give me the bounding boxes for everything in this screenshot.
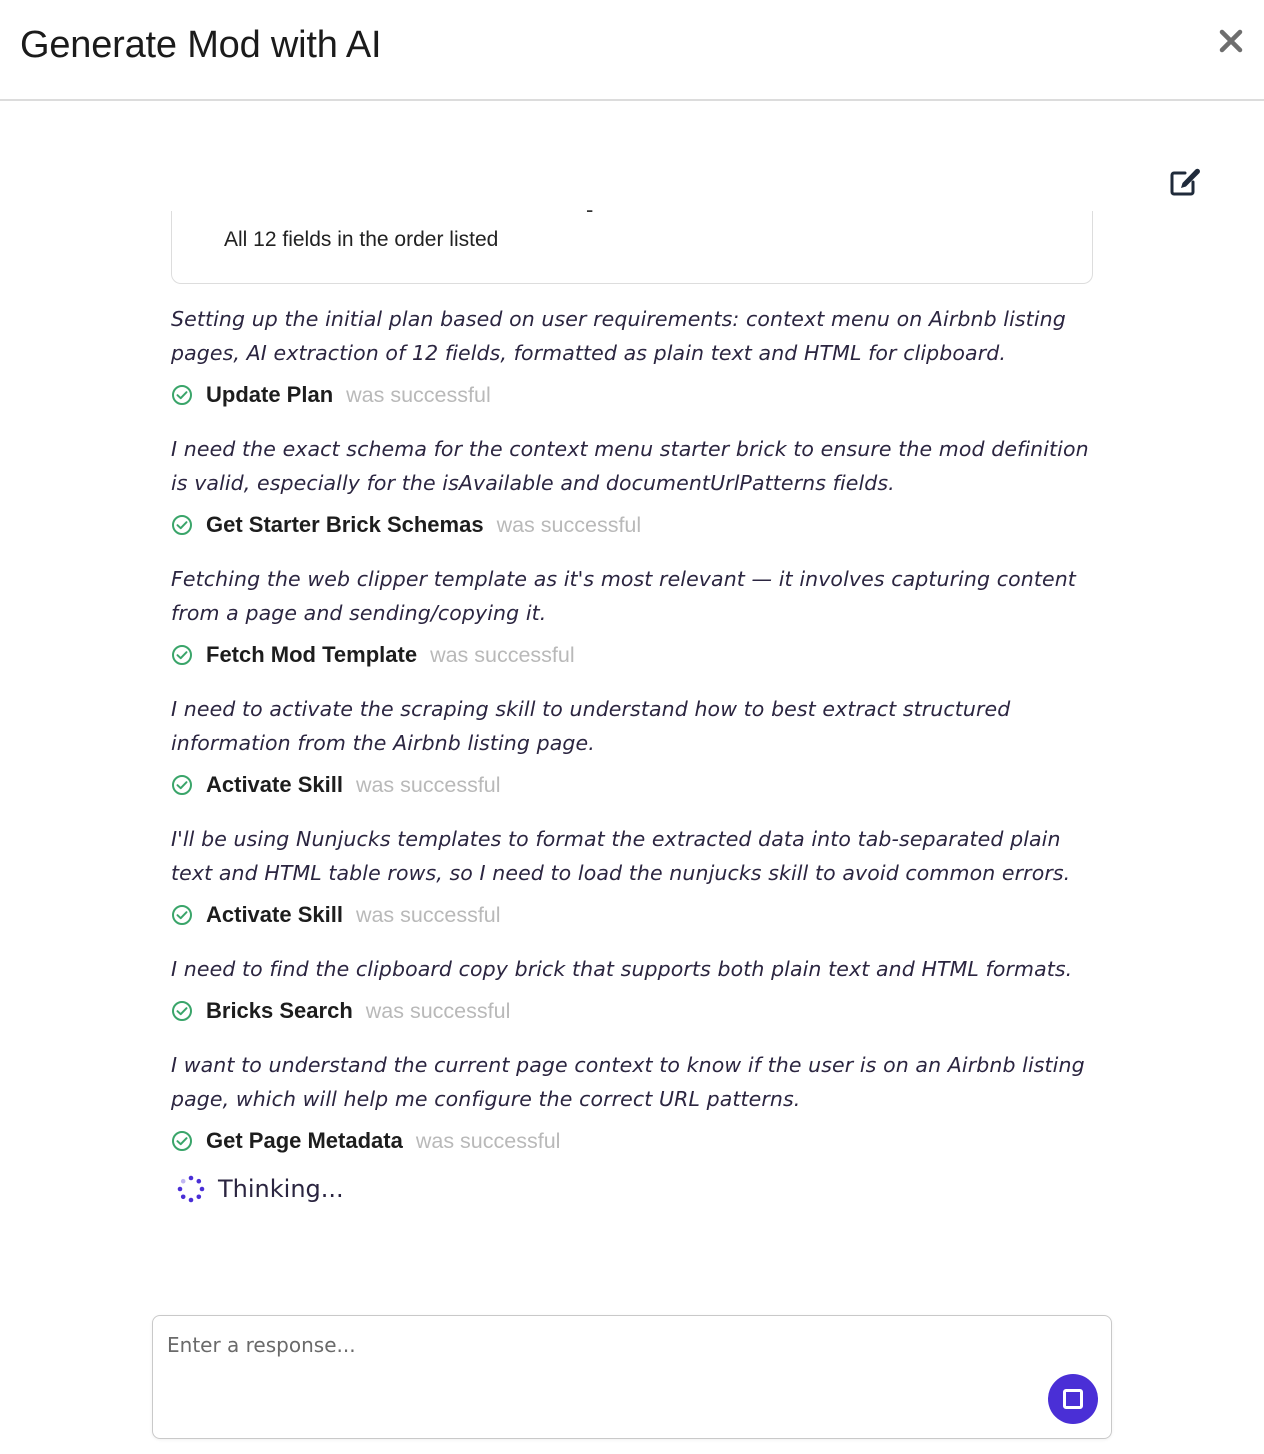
step-thought: I need to find the clipboard copy brick that supports both plain text and HTML formats. — [171, 957, 1073, 981]
response-composer — [152, 1315, 1112, 1439]
activity-step — [171, 952, 1091, 1026]
step-thought: Fetching the web clipper template as it's most relevant — it involves capturing content from a page and sending/copying it. — [171, 567, 1076, 625]
tool-name: Bricks Search — [206, 998, 353, 1023]
check-circle-icon — [171, 904, 193, 926]
edit-icon — [1168, 166, 1202, 198]
response-input[interactable] — [153, 1316, 1111, 1438]
thinking-label: Thinking... — [218, 1175, 344, 1203]
stop-generation-button[interactable] — [1048, 1374, 1098, 1424]
tool-name: Get Starter Brick Schemas — [206, 512, 484, 537]
tool-name: Update Plan — [206, 382, 334, 407]
tool-name: Activate Skill — [206, 772, 343, 797]
step-thought: I'll be using Nunjucks templates to format the extracted data into tab-separated plain text and HTML table rows, so I need to load the nunjucks skill to avoid common errors. — [171, 827, 1071, 885]
tool-status: was successful — [346, 382, 491, 407]
tool-name: Get Page Metadata — [206, 1128, 403, 1153]
agent-activity-stream — [171, 302, 1091, 1204]
activity-step — [171, 1048, 1091, 1156]
tool-result-row — [171, 1126, 1091, 1156]
tool-result-row — [171, 380, 1091, 410]
tool-result-row — [171, 996, 1091, 1026]
prompt-card-line: All 12 fields in the order listed — [224, 228, 499, 251]
spinner-icon — [176, 1174, 206, 1204]
close-button[interactable] — [1216, 26, 1246, 56]
prompt-card-clipped-text: - — [586, 197, 594, 222]
check-circle-icon — [171, 644, 193, 666]
check-circle-icon — [171, 514, 193, 536]
check-circle-icon — [171, 1130, 193, 1152]
activity-step — [171, 692, 1091, 800]
thinking-indicator — [171, 1174, 1091, 1204]
step-thought: Setting up the initial plan based on user requirements: context menu on Airbnb listing pages, AI extraction of 12 fields, formatted as plain text and HTML for clipboard. — [171, 307, 1066, 365]
tool-result-row — [171, 770, 1091, 800]
user-prompt-card — [171, 197, 1093, 284]
check-circle-icon — [171, 384, 193, 406]
activity-step — [171, 822, 1091, 930]
new-chat-button[interactable] — [1168, 166, 1202, 198]
tool-result-row — [171, 900, 1091, 930]
check-circle-icon — [171, 1000, 193, 1022]
tool-status: was successful — [365, 998, 511, 1023]
tool-status: was successful — [496, 512, 642, 537]
step-thought: I need to activate the scraping skill to understand how to best extract structured information from the Airbnb listing page. — [171, 697, 1011, 755]
tool-status: was successful — [355, 772, 501, 797]
step-thought: I want to understand the current page context to know if the user is on an Airbnb listing page, which will help me configure the correct URL patterns. — [171, 1053, 1085, 1111]
tool-status: was successful — [430, 642, 575, 667]
dialog-header — [0, 0, 1264, 101]
activity-step — [171, 302, 1091, 410]
dialog-title: Generate Mod with AI — [20, 24, 382, 66]
stop-icon — [1063, 1389, 1083, 1409]
tool-name: Fetch Mod Template — [206, 642, 418, 667]
tool-result-row — [171, 510, 1091, 540]
tool-name: Activate Skill — [206, 902, 343, 927]
close-icon — [1216, 26, 1246, 56]
tool-status: was successful — [415, 1128, 561, 1153]
check-circle-icon — [171, 774, 193, 796]
step-thought: I need the exact schema for the context menu starter brick to ensure the mod definition is valid, especially for the isAvailable and documentUrlPatterns fields. — [171, 437, 1089, 495]
tool-result-row — [171, 640, 1091, 670]
activity-step — [171, 562, 1091, 670]
activity-step — [171, 432, 1091, 540]
tool-status: was successful — [355, 902, 501, 927]
